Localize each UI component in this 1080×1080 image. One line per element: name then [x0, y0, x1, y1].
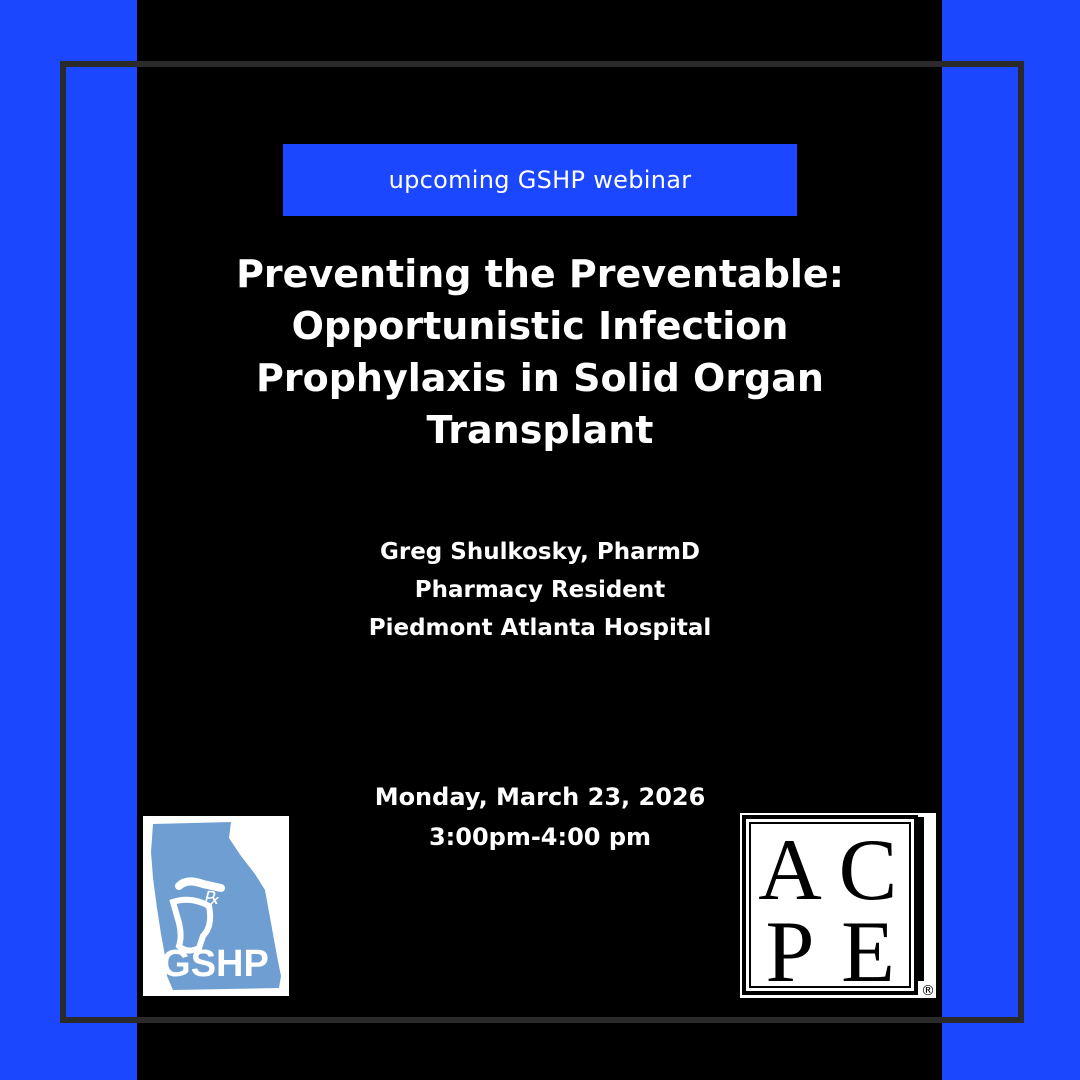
speaker-organization: Piedmont Atlanta Hospital [368, 615, 712, 641]
event-datetime [300, 777, 780, 857]
acpe-letter-e: E [841, 904, 895, 998]
webinar-title [160, 248, 920, 456]
acpe-letter-a: A [758, 822, 822, 919]
title-line-2: Opportunistic Infection [291, 304, 789, 348]
acpe-letter-c: C [838, 822, 898, 919]
speaker-info [200, 533, 880, 647]
event-time: 3:00pm-4:00 pm [428, 823, 652, 851]
webinar-tag-label: upcoming GSHP webinar [388, 166, 692, 194]
event-date: Monday, March 23, 2026 [374, 783, 706, 811]
gshp-logo-text: GSHP [161, 943, 269, 985]
acpe-emblem [740, 813, 936, 998]
registered-mark: ® [921, 983, 935, 998]
gshp-logo [143, 816, 289, 996]
title-line-1: Preventing the Preventable: [236, 252, 844, 296]
speaker-role: Pharmacy Resident [414, 577, 666, 603]
acpe-letter-p: P [765, 904, 815, 998]
title-line-4: Transplant [426, 408, 654, 452]
acpe-logo [740, 813, 936, 998]
webinar-tag [283, 144, 797, 216]
title-line-3: Prophylaxis in Solid Organ [256, 356, 824, 400]
georgia-state-icon [143, 816, 289, 996]
svg-text:℞: ℞ [203, 888, 220, 909]
speaker-name: Greg Shulkosky, PharmD [379, 539, 701, 565]
